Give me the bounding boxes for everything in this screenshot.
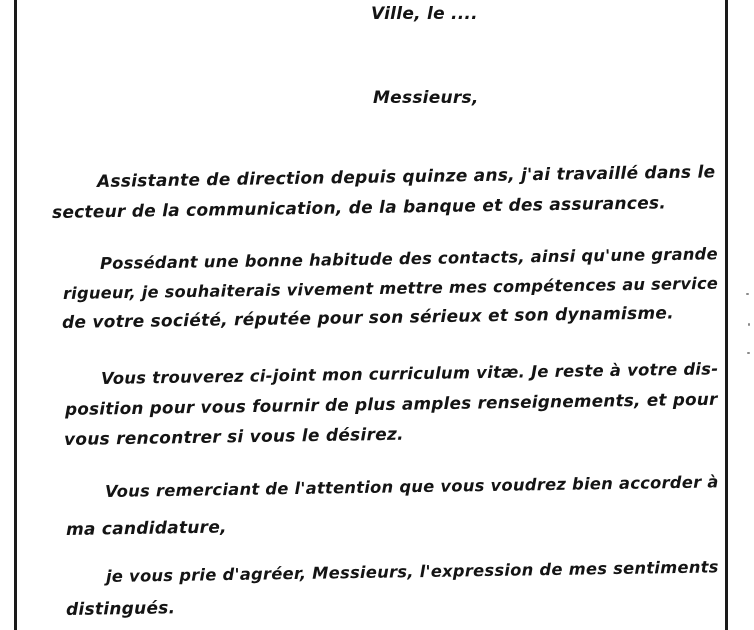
paragraph-line: je vous prie d'agréer, Messieurs, l'expression de mes sentiments [105,557,719,586]
date-line: Ville, le .... [371,4,478,24]
paragraph-line: position pour vous fournir de plus amples renseignements, et pour [64,388,718,419]
paragraph-line: rigueur, je souhaiterais vivement mettre mes compétences au service [62,273,719,303]
paragraph-line: de votre société, réputée pour son sérieux et son dynamisme. [61,303,675,333]
scan-speck [748,323,750,326]
page-border-right [725,0,728,630]
paragraph-line: distingués. [65,598,176,620]
paragraph-line: secteur de la communication, de la banque et des assurances. [51,193,667,223]
scan-speck [746,293,749,295]
paragraph-line: Possédant une bonne habitude des contacts, ainsi qu'une grande [99,244,718,273]
scan-speck [747,352,750,354]
paragraph-line: Vous remerciant de l'attention que vous voudrez bien accorder à [104,472,719,501]
paragraph-line: Assistante de direction depuis quinze ans, j'ai travaillé dans le [96,162,716,192]
paragraph-line: vous rencontrer si vous le désirez. [63,424,404,450]
paragraph-line: ma candidature, [65,517,227,540]
page-border-left [14,0,17,630]
salutation: Messieurs, [373,88,479,108]
paragraph-line: Vous trouverez ci-joint mon curriculum vitæ. Je reste à votre dis- [100,359,719,388]
